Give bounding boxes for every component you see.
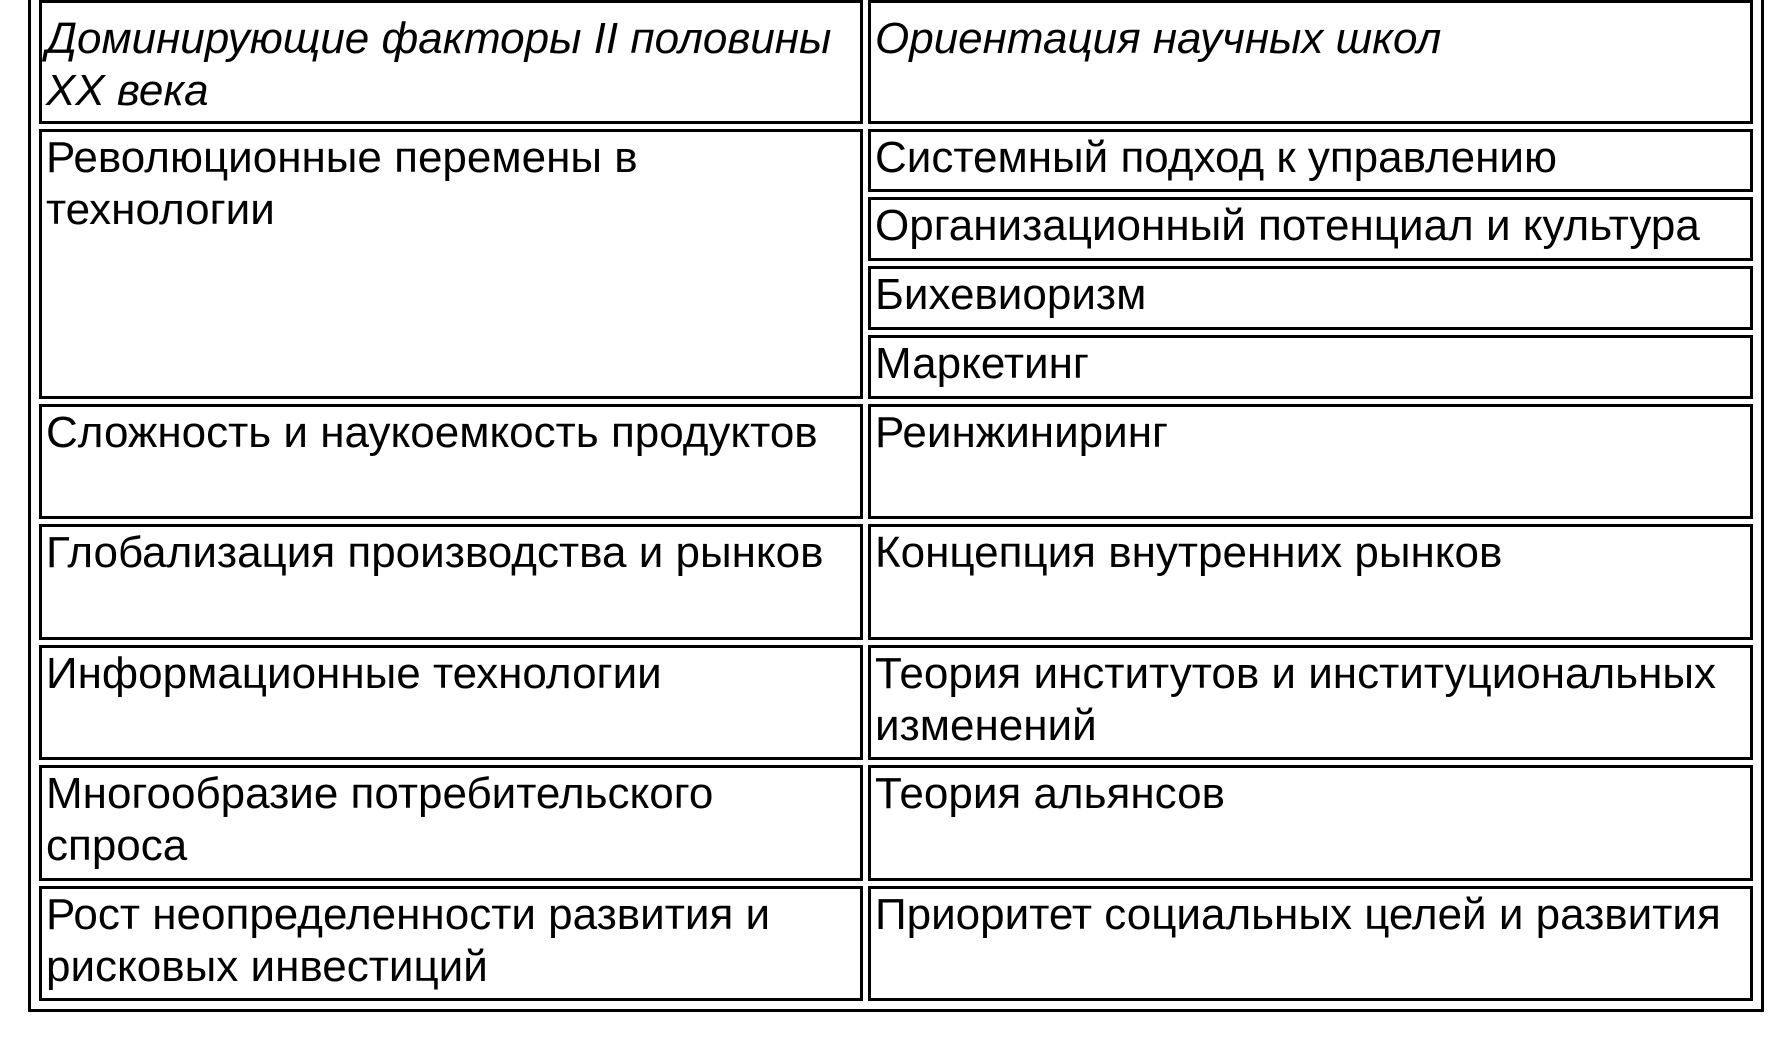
- factor-cell: Информационные технологии: [39, 645, 863, 760]
- table-row: [39, 886, 1753, 1001]
- school-cell: Маркетинг: [868, 335, 1753, 399]
- factors-schools-table: [34, 0, 1758, 1006]
- school-cell: Бихевиоризм: [868, 266, 1753, 330]
- factor-cell: Сложность и наукоемкость продуктов: [39, 404, 863, 519]
- factor-cell: Революционные перемены в технологии: [39, 129, 863, 399]
- table-row: [39, 129, 1753, 193]
- school-cell: Организационный потенциал и культура: [868, 197, 1753, 261]
- table-row: [39, 524, 1753, 639]
- factor-cell: Глобализация производства и рынков: [39, 524, 863, 639]
- school-cell: Концепция внутренних рынков: [868, 524, 1753, 639]
- header-schools: Ориентация научных школ: [868, 0, 1753, 124]
- table-header-row: [39, 0, 1753, 124]
- table-row: [39, 404, 1753, 519]
- school-cell: Теория альянсов: [868, 765, 1753, 880]
- school-cell: Реинжиниринг: [868, 404, 1753, 519]
- factor-cell: Многообразие потребительского спроса: [39, 765, 863, 880]
- header-factors: Доминирующие факторы II половины XX века: [39, 0, 863, 124]
- factor-cell: Рост неопределенности развития и рисковых инвестиций: [39, 886, 863, 1001]
- table-row: [39, 645, 1753, 760]
- school-cell: Системный подход к управлению: [868, 129, 1753, 193]
- table-row: [39, 765, 1753, 880]
- school-cell: Теория институтов и институциональных изменений: [868, 645, 1753, 760]
- table-frame: [28, 0, 1764, 1012]
- school-cell: Приоритет социальных целей и развития: [868, 886, 1753, 1001]
